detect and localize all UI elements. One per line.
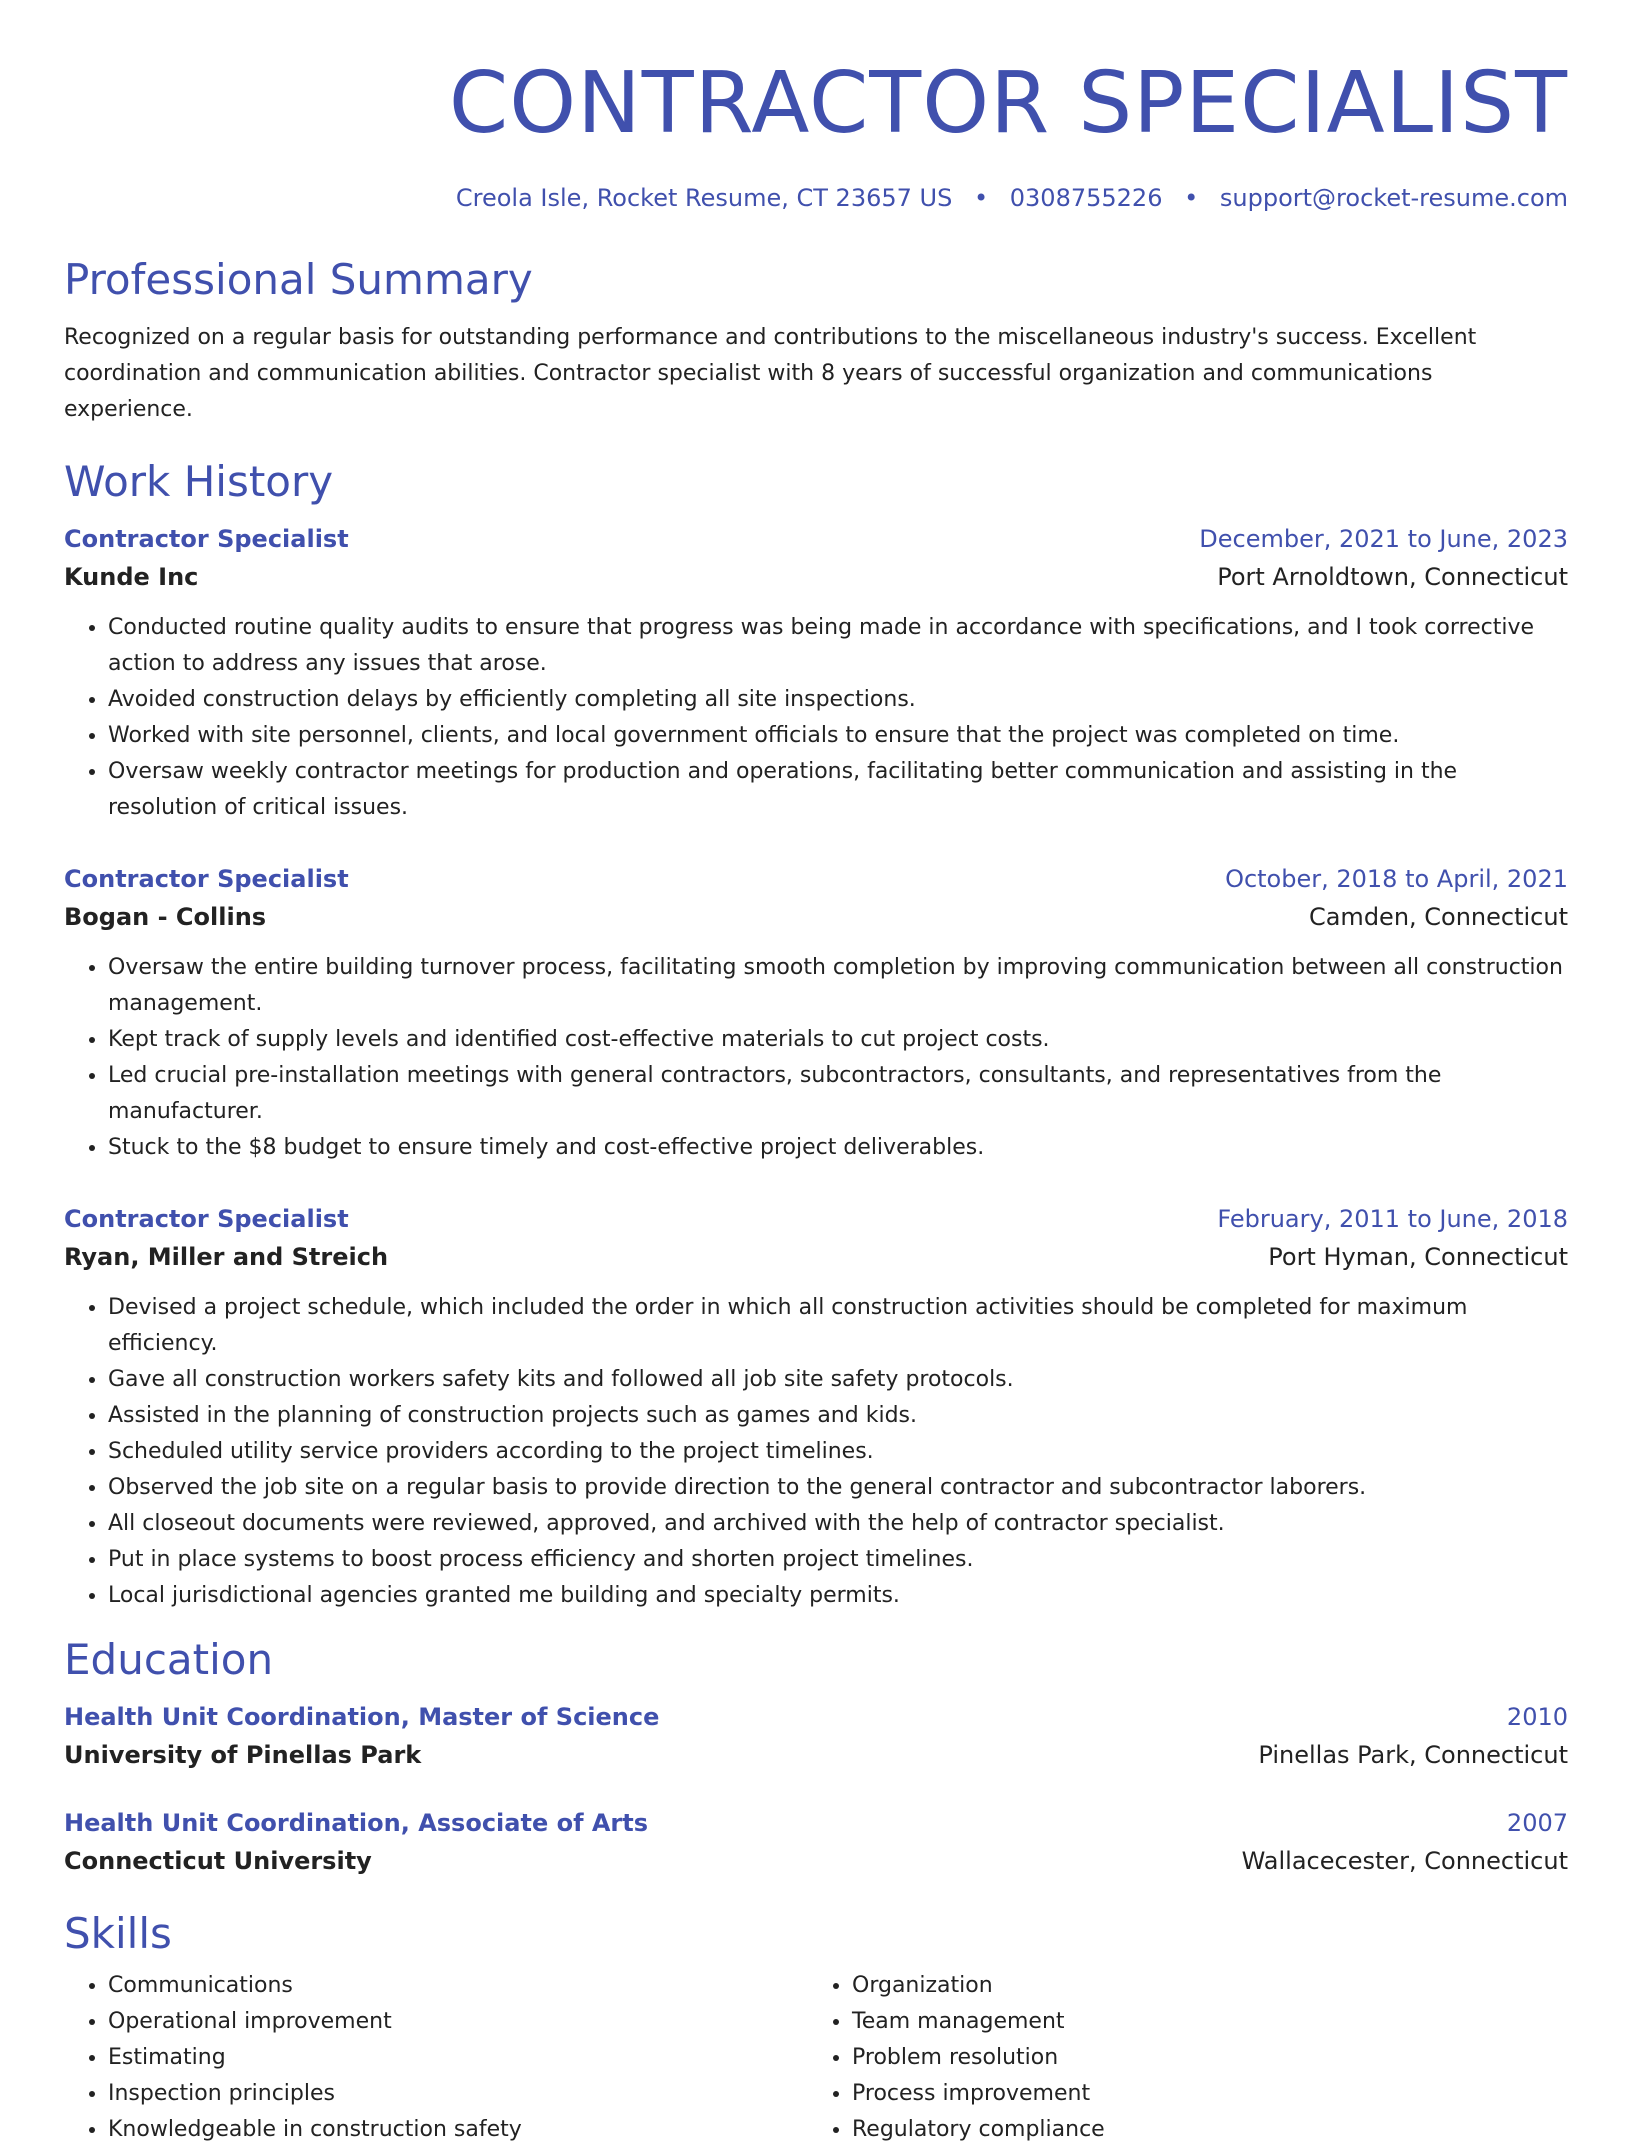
- summary-text: Recognized on a regular basis for outstanding performance and contributions to the miscellaneous industry's success. Excellent coordination and communication abilities. Contractor specialist with 8 years of successful organization and communications experience.: [64, 325, 1477, 422]
- job-dates: December, 2021 to June, 2023: [1199, 525, 1568, 553]
- job-location: Camden, Connecticut: [1308, 903, 1568, 931]
- resume-page: [64, 0, 1568, 2148]
- education-year: 2007: [1506, 1809, 1568, 1837]
- skills-heading: Skills: [64, 1909, 172, 1958]
- skill-item: • Operational improvement: [108, 2004, 808, 2040]
- resume-name: CONTRACTOR SPECIALIST: [448, 54, 1568, 153]
- skill-item: • Regulatory compliance: [852, 2112, 1552, 2148]
- education-school: University of Pinellas Park: [64, 1741, 422, 1769]
- job-bullet: • Oversaw weekly contractor meetings for production and operations, facilitating better communication and assisting in the resolution of critical issues.: [108, 754, 1568, 826]
- education-location: Pinellas Park, Connecticut: [1258, 1741, 1568, 1769]
- skills-list: [64, 1968, 1568, 2148]
- job-bullets: [64, 610, 1568, 826]
- job-dates: February, 2011 to June, 2018: [1217, 1205, 1568, 1233]
- job-entry: [64, 520, 1568, 826]
- job-bullet: • Worked with site personnel, clients, and local government officials to ensure that the project was completed on time.: [108, 718, 1568, 754]
- education-location: Wallacecester, Connecticut: [1241, 1847, 1568, 1875]
- job-bullet: • Gave all construction workers safety kits and followed all job site safety protocols.: [108, 1362, 1568, 1398]
- job-title: Contractor Specialist: [64, 865, 349, 893]
- contact-address: Creola Isle, Rocket Resume, CT 23657 US: [455, 184, 953, 212]
- skill-item: • Estimating: [108, 2040, 808, 2076]
- skills-column-left: [64, 1968, 808, 2148]
- job-bullet: • Put in place systems to boost process efficiency and shorten project timelines.: [108, 1542, 1568, 1578]
- job-entry: [64, 860, 1568, 1166]
- education-heading: Education: [64, 1635, 274, 1684]
- job-bullet: • Devised a project schedule, which included the order in which all construction activities should be completed for maximum efficiency.: [108, 1290, 1568, 1362]
- skill-item: • Process improvement: [852, 2076, 1552, 2112]
- contact-phone: 0308755226: [1009, 184, 1163, 212]
- job-bullet: • All closeout documents were reviewed, approved, and archived with the help of contractor specialist.: [108, 1506, 1568, 1542]
- job-bullets: [64, 950, 1568, 1166]
- education-degree: Health Unit Coordination, Master of Science: [64, 1703, 660, 1731]
- job-bullet: • Scheduled utility service providers according to the project timelines.: [108, 1434, 1568, 1470]
- job-company: Bogan - Collins: [64, 903, 267, 931]
- job-company: Ryan, Miller and Streich: [64, 1243, 389, 1271]
- skill-item: • Team management: [852, 2004, 1552, 2040]
- job-bullet: • Avoided construction delays by efficiently completing all site inspections.: [108, 682, 1568, 718]
- contact-separator: •: [1184, 184, 1199, 212]
- job-bullet: • Kept track of supply levels and identified cost-effective materials to cut project costs.: [108, 1022, 1568, 1058]
- skill-item: • Communications: [108, 1968, 808, 2004]
- job-company: Kunde Inc: [64, 563, 199, 591]
- skill-item: • Inspection principles: [108, 2076, 808, 2112]
- job-bullet: • Conducted routine quality audits to ensure that progress was being made in accordance with specifications, and I took corrective action to address any issues that arose.: [108, 610, 1568, 682]
- contact-line: [64, 182, 1568, 214]
- education-degree: Health Unit Coordination, Associate of Arts: [64, 1809, 649, 1837]
- job-bullet: • Stuck to the $8 budget to ensure timely and cost-effective project deliverables.: [108, 1130, 1568, 1166]
- work-history-heading: Work History: [64, 457, 334, 506]
- contact-separator: •: [973, 184, 989, 212]
- job-bullet: • Oversaw the entire building turnover process, facilitating smooth completion by improving communication between all construction management.: [108, 950, 1568, 1022]
- skills-column-right: [808, 1968, 1552, 2148]
- job-title: Contractor Specialist: [64, 1205, 349, 1233]
- education-year: 2010: [1506, 1703, 1568, 1731]
- job-dates: October, 2018 to April, 2021: [1225, 865, 1568, 893]
- job-bullet: • Local jurisdictional agencies granted me building and specialty permits.: [108, 1578, 1568, 1614]
- job-bullet: • Observed the job site on a regular basis to provide direction to the general contractor and subcontractor laborers.: [108, 1470, 1568, 1506]
- contact-email: support@rocket-resume.com: [1219, 184, 1568, 212]
- summary-heading: Professional Summary: [64, 255, 533, 304]
- job-location: Port Hyman, Connecticut: [1268, 1243, 1568, 1271]
- education-entry: [64, 1698, 1568, 1774]
- job-title: Contractor Specialist: [64, 525, 349, 553]
- skill-item: • Organization: [852, 1968, 1552, 2004]
- job-location: Port Arnoldtown, Connecticut: [1217, 563, 1568, 591]
- job-entry: [64, 1200, 1568, 1614]
- job-bullet: • Assisted in the planning of construction projects such as games and kids.: [108, 1398, 1568, 1434]
- job-bullet: • Led crucial pre-installation meetings with general contractors, subcontractors, consultants, and representatives from the manufacturer.: [108, 1058, 1568, 1130]
- job-bullets: [64, 1290, 1568, 1614]
- skill-item: • Knowledgeable in construction safety: [108, 2112, 808, 2148]
- education-school: Connecticut University: [64, 1847, 372, 1875]
- skill-item: • Problem resolution: [852, 2040, 1552, 2076]
- education-entry: [64, 1804, 1568, 1880]
